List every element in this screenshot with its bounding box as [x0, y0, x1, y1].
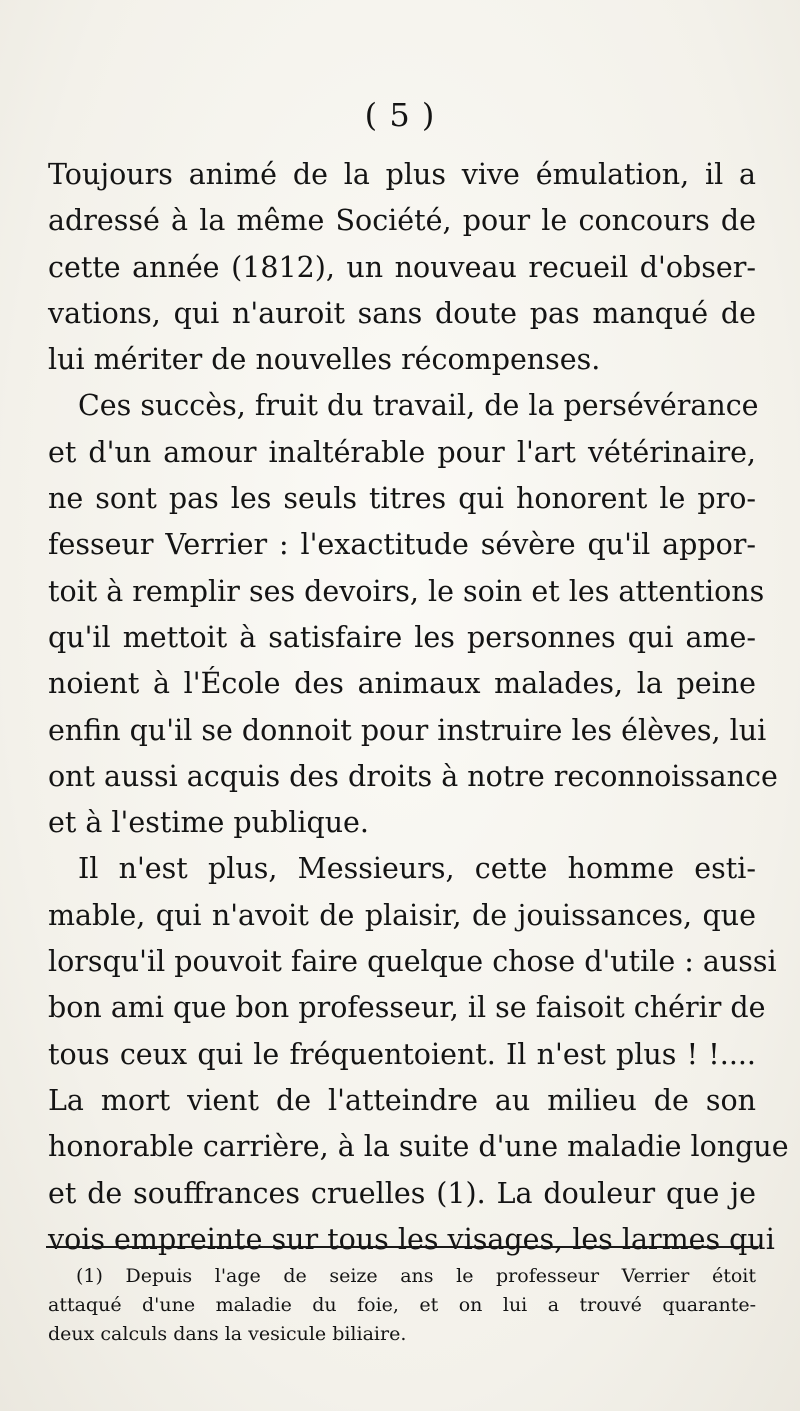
text-line: ne sont pas les seuls titres qui honorent le pro-	[48, 482, 756, 516]
text-line: et à l'estime publique.	[48, 806, 369, 840]
text-line: bon ami que bon professeur, il se faisoit chérir de	[48, 991, 766, 1025]
footnote	[48, 1262, 756, 1349]
footnote-rule	[46, 1246, 758, 1248]
text-line: ont aussi acquis des droits à notre reconnoissance	[48, 759, 778, 793]
text-line: noient à l'École des animaux malades, la peine	[48, 667, 756, 701]
text-line: vois empreinte sur tous les visages, les larmes qui	[48, 1222, 775, 1256]
text-line: cette année (1812), un nouveau recueil d'obser-	[48, 250, 756, 284]
footnote-line: deux calculs dans la vesicule biliaire.	[48, 1323, 407, 1345]
text-line: vations, qui n'auroit sans doute pas manqué de	[48, 296, 756, 330]
text-line: et d'un amour inaltérable pour l'art vétérinaire,	[48, 435, 756, 469]
footnote-line: (1) Depuis l'age de seize ans le professeur Verrier étoit	[76, 1265, 756, 1287]
text-line: lui mériter de nouvelles récompenses.	[48, 343, 601, 377]
text-line: Toujours animé de la plus vive émulation, il a	[48, 158, 756, 191]
text-line: adressé à la même Société, pour le concours de	[48, 204, 756, 238]
text-line: fesseur Verrier : l'exactitude sévère qu'il appor-	[48, 528, 756, 562]
text-line: et de souffrances cruelles (1). La douleur que je	[48, 1176, 756, 1210]
main-text	[48, 152, 789, 1263]
text-line: enfin qu'il se donnoit pour instruire les élèves, lui	[48, 713, 767, 747]
text-line: mable, qui n'avoit de plaisir, de jouissances, que	[48, 898, 756, 932]
page-number: ( 5 )	[364, 96, 436, 134]
text-line: qu'il mettoit à satisfaire les personnes qui ame-	[48, 620, 756, 654]
footnote-line: attaqué d'une maladie du foie, et on lui a trouvé quarante-	[48, 1294, 756, 1316]
text-line: La mort vient de l'atteindre au milieu de son	[48, 1083, 756, 1117]
text-line: Ces succès, fruit du travail, de la persévérance	[78, 389, 759, 423]
text-line: Il n'est plus, Messieurs, cette homme esti-	[78, 852, 756, 886]
text-line: toit à remplir ses devoirs, le soin et les attentions	[48, 574, 765, 608]
text-line: lorsqu'il pouvoit faire quelque chose d'utile : aussi	[48, 945, 777, 979]
text-line: tous ceux qui le fréquentoient. Il n'est plus ! !....	[48, 1037, 756, 1071]
text-line: honorable carrière, à la suite d'une maladie longue	[48, 1130, 789, 1164]
